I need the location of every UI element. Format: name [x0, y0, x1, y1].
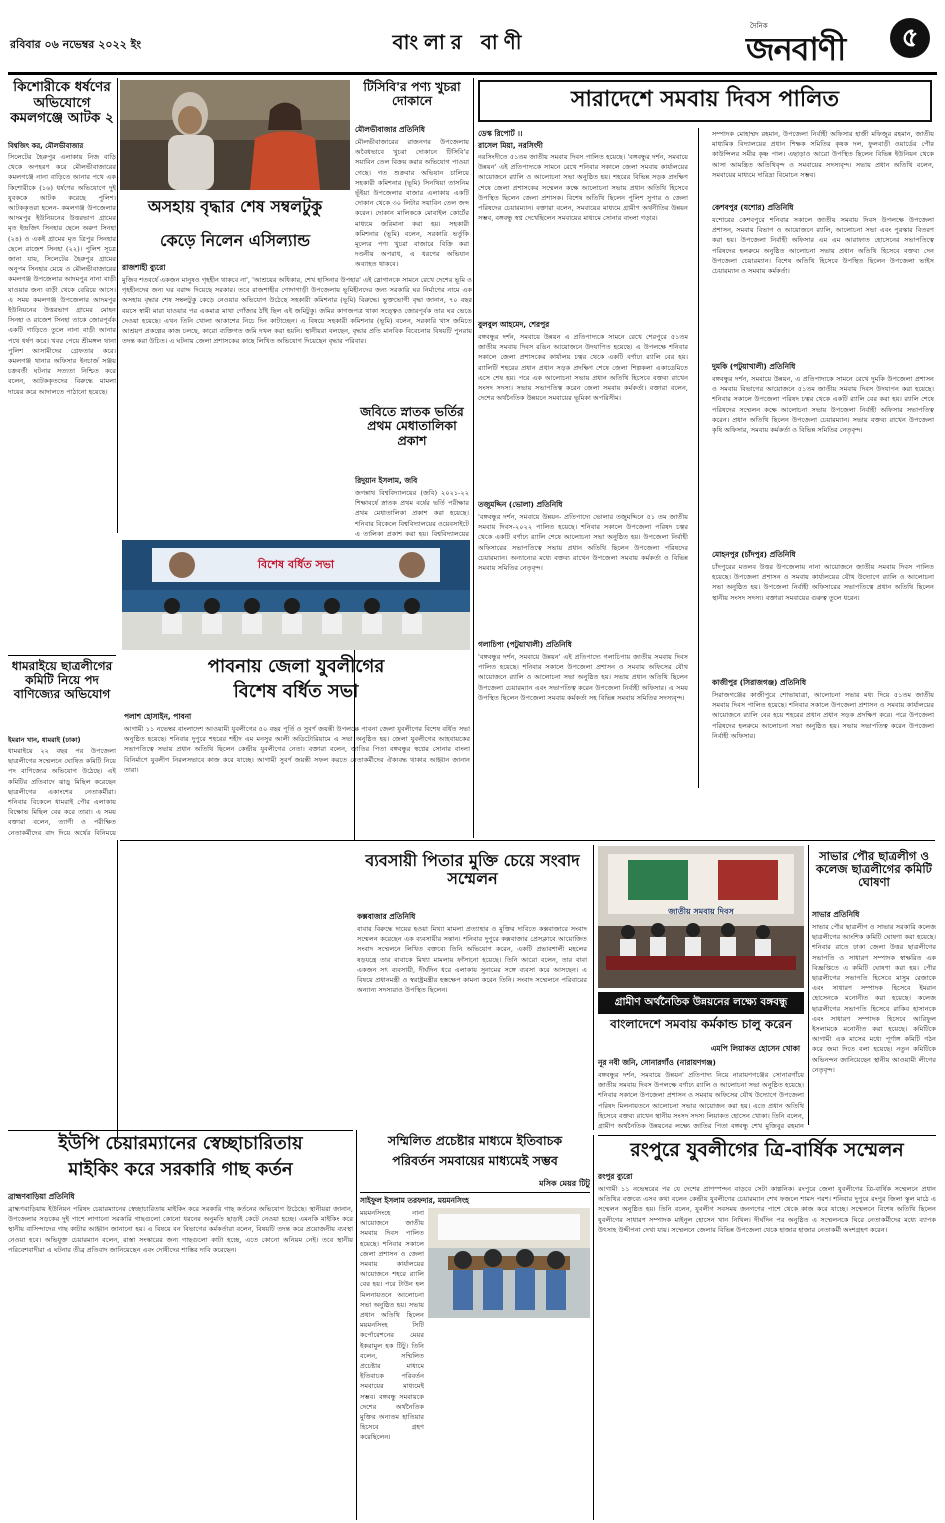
byabsayi-byline: কক্সবাজার প্রতিনিধি: [357, 912, 416, 921]
dumki-body: বঙ্গবন্ধুর দর্শন, সমবায়ে উন্নয়ন, এ প্রতিপাদ্যকে সামনে রেখে দুমকি উপজেলা প্রশাসন ও সমবায় বিভাগের আয়োজনে ৫১তম জাতীয় সমবায় দিবস উদযাপন করা হয়েছে। শনিবার সকালে উপজেলা পরিষদ চত্বর থেকে একটি র‍্যালি বের করা হয়। র‍্যালি শেষে পরিষদের সম্মেলন কক্ষে আলোচনা সভায় উপজেলা নির্বাহী অফিসার সভাপতিত্ব করেন। প্রধান অতিথি ছিলেন উপজেলা চেয়ারম্যান। সভায় বক্তব্য রাখেন উপজেলা কৃষি অফিসার, সমবায় কর্মকর্তা ও বিভিন্ন সমিতির নেতৃবৃন্দ।: [712, 375, 934, 435]
savar-body: সাভার পৌর ছাত্রলীগ ও সাভার সরকারি কলেজ ছাত্রলীগের আংশিক কমিটি ঘোষণা করা হয়েছে। শনিবার রাতে ঢাকা জেলা উত্তর ছাত্রলীগের সভাপতি ও সাধারণ সম্পাদক স্বাক্ষরিত এক বিজ্ঞপ্তিতে এ কমিটি ঘোষণা করা হয়। পৌর ছাত্রলীগের সভাপতি হিসেবে মাসুম রেজাকে এবং সাধারণ সম্পাদক হিসেবে ইমরান হোসেনকে মনোনীত করা হয়েছে। কলেজ ছাত্রলীগের সভাপতি হিসেবে রাকিব হাসানকে এবং সাধারণ সম্পাদক হিসেবে আরিফুল ইসলামকে মনোনীত করা হয়েছে। কমিটিকে আগামী এক মাসের মধ্যে পূর্ণাঙ্গ কমিটি গঠন করে জমা দিতে বলা হয়েছে। নতুন কমিটিকে অভিনন্দন জানিয়েছেন স্থানীয় আওয়ামী লীগের নেতৃবৃন্দ।: [812, 923, 936, 1074]
samabay-body-galachipa: 'বঙ্গবন্ধুর দর্শন, সমবায়ে উন্নয়ন' এই প্রতিপাদ্যে গলাচিপায় জাতীয় সমবায় দিবস পালিত হয়েছে। শনিবার সকালে উপজেলা প্রশাসন ও সমবায় অফিসের যৌথ আয়োজনে র‍্যালি ও আলোচনা সভা অনুষ্ঠিত হয়। সভায় প্রধান অতিথি ছিলেন উপজেলা চেয়ারম্যান এবং সভাপতিত্ব করেন উপজেলা নির্বাহী অফিসার। এ সময় উপস্থিত ছিলেন উপজেলা সমবায় কর্মকর্তা সহ বিভিন্ন সমবায় সমিতির সদস্যবৃন্দ।: [478, 653, 688, 702]
gramin-headline-box: [598, 992, 804, 1014]
masthead-rule: [8, 72, 937, 75]
samabay-body: নরসিংদীতে ৫১তম জাতীয় সমবায় দিবস পালিত হয়েছে। 'বঙ্গবন্ধুর দর্শন, সমবায়ে উন্নয়ন' এই প্রতিপাদ্যকে সামনে রেখে শনিবার সকালে জেলা সমবায় কার্যালয়ের আয়োজনে র‍্যালি ও আলোচনা সভা অনুষ্ঠিত হয়। শহরের বিভিন্ন সড়ক প্রদক্ষিণ শেষে জেলা প্রশাসকের সম্মেলন কক্ষে আলোচনা সভায় প্রধান অতিথি হিসেবে উপস্থিত ছিলেন জেলা প্রশাসক। বিশেষ অতিথি ছিলেন পুলিশ সুপার ও জেলা পরিষদের চেয়ারম্যান। বক্তারা বলেন, সমবায়ের মাধ্যমে গ্রামীণ অর্থনীতির উন্নয়ন সম্ভব, বঙ্গবন্ধু স্বপ্ন দেখেছিলেন সমবায়ের মাধ্যমে সোনার বাংলা গড়ার।: [478, 153, 688, 223]
samabay-headline-box: [478, 80, 932, 122]
masthead-date: রবিবার ০৬ নভেম্বর ২০২২ ইং: [10, 38, 142, 51]
samabay-headline: সারাদেশে সমবায় দিবস পালিত: [570, 87, 840, 112]
briddha-body: মুজিব শতবর্ষে একজন মানুষও গৃহহীন থাকবে না', 'আশ্রয়ের অধিকার, শেখ হাসিনার উপহার' এই স্লোগানকে সামনে রেখে দেশের ভূমি ও গৃহহীনদের জন্য ঘর বরাদ্দ দিয়েছে সরকার। তবে রাজশাহীর গোদাগাড়ী উপজেলায় ভূমিহীনদের জন্য সরকারি ঘর নির্মাণের নামে এক অসহায় বৃদ্ধার শেষ সম্বলটুকু কেড়ে নেওয়ার অভিযোগ উঠেছে সহকারী কমিশনার (ভূমি) বিরুদ্ধে। ভুক্তভোগী বৃদ্ধা জানান, ৭০ বছর বয়সে স্বামী মারা যাওয়ার পর একমাত্র মাথা গোঁজার ঠাঁই ছিল এই জমিটুকু। জমির কাগজপত্র থাকা সত্ত্বেও জোরপূর্বক তার ঘর ভেঙে দেওয়া হয়েছে। এখন তিনি খোলা আকাশের নিচে দিন কাটাচ্ছেন। এ বিষয়ে সহকারী কমিশনার (ভূমি) বলেন, সরকারি খাস জমিতে আশ্রয়ণ প্রকল্পের কাজ চলছে, কারো ব্যক্তিগত জমি দখল করা হয়নি। স্থানীয়রা বলছেন, বৃদ্ধার প্রতি মানবিক বিবেচনায় বিষয়টি পুনরায় তদন্ত করা উচিত। এ ঘটনায় জেলা প্রশাসকের কাছে লিখিত অভিযোগ দিয়েছেন বৃদ্ধার পরিবার।: [122, 276, 472, 346]
jobi-byline: রিদুয়ান ইসলাম, জবি: [355, 476, 418, 485]
kishori-byline: বিশ্বজিৎ কর, মৌলভীবাজার: [8, 142, 84, 150]
sommilito-sub: মসিক মেয়র টিটু: [539, 1179, 590, 1188]
sommilito-byline: সাইফুল ইসলাম তরফদার, ময়মনসিংহ: [360, 1196, 469, 1205]
samabay-byline-tajumuddin: তজুমদ্দিন (ভোলা) প্রতিনিধি: [478, 500, 563, 509]
samabay-byline-sherpur: বুলবুল আহমেদ, শেরপুর: [478, 320, 550, 329]
gramin-byline: নূর নবী জনি, সোনারগাঁও (নারায়ণগঞ্জ): [598, 1058, 716, 1067]
column-divider: [356, 1130, 357, 1520]
column-divider: [698, 128, 699, 788]
up-headline-2: মাইকিং করে সরকারি গাছ কর্তন: [68, 1159, 293, 1180]
kishori-headline: কিশোরীকে ধর্ষণের অভিযোগে কমলগঞ্জে আটক ২: [10, 79, 114, 127]
gramin-headline-1: গ্রামীণ অর্থনৈতিক উন্নয়নের লক্ষ্যে বঙ্গবন্ধু: [614, 996, 788, 1008]
samabay-byline-narsingdi: রাসেল মিয়া, নরসিংদী: [478, 141, 543, 150]
page-number: ৫: [901, 23, 919, 53]
up-byline: ব্রাহ্মণবাড়িয়া প্রতিনিধি: [8, 1192, 75, 1201]
briddha-headline-2: কেড়ে নিলেন এসিল্যান্ড: [159, 231, 310, 250]
gramin-headline-2: বাংলাদেশে সমবায় কর্মকান্ড চালু করেন: [610, 1017, 792, 1031]
sommilito-body: ময়মনসিংহে নানা আয়োজনে জাতীয় সমবায় দিবস পালিত হয়েছে। শনিবার সকালে জেলা প্রশাসন ও জেলা সমবায় কার্যালয়ের আয়োজনে শহরে র‍্যালি বের হয়। পরে টাউন হল মিলনায়তনে আলোচনা সভা অনুষ্ঠিত হয়। সভায় প্রধান অতিথি ছিলেন ময়মনসিংহ সিটি কর্পোরেশনের মেয়র ইকরামুল হক টিটু। তিনি বলেন, সম্মিলিত প্রচেষ্টার মাধ্যমে ইতিবাচক পরিবর্তন সমবায়ের মাধ্যমেই সম্ভব। বঙ্গবন্ধু সমবায়কে দেশের অর্থনৈতিক মুক্তির অন্যতম হাতিয়ার হিসেবে গ্রহণ করেছিলেন।: [360, 1209, 424, 1442]
samabay-body-tajumuddin: 'বঙ্গবন্ধুর দর্শন, সমবায়ে উন্নয়ন- প্রতিপাদ্যে ভোলার তজুমদ্দিনে ৫১ তম জাতীয় সমবায় দিবস-২০২২ পালিত হয়েছে। শনিবার সকালে উপজেলা পরিষদ চত্বর থেকে একটি বর্ণাঢ্য র‍্যালি শেষে আলোচনা সভা অনুষ্ঠিত হয়। উপজেলা নির্বাহী অফিসারের সভাপতিত্বে সভায় প্রধান অতিথি ছিলেন উপজেলা পরিষদের চেয়ারম্যান। অন্যান্যের মধ্যে বক্তব্য রাখেন উপজেলা সমবায় কর্মকর্তা ও বিভিন্ন সমবায় সমিতির নেতৃবৃন্দ।: [478, 513, 688, 573]
tcb-body: মৌলভীবাজারের রাজনগর উপজেলায় অবৈধভাবে খুচরা দোকানে টিসিবি'র সয়াবিন তেল বিক্রয় করার অভিযোগ পাওয়া গেছে। গত শুক্রবার অভিযান চালিয়ে সহকারী কমিশনার (ভূমি) সিনথিয়া তাসনিম ভূঁইয়া উপজেলার বাজার এলাকায় একটি দোকান থেকে ৩০ লিটার সয়াবিন তেল জব্দ করেন। দোকান মালিককে মোবাইল কোর্টের মাধ্যমে জরিমানা করা হয়। সহকারী কমিশনার (ভূমি) বলেন, সরকারি ভর্তুকি মূল্যের পণ্য খুচরা বাজারে বিক্রি করা দণ্ডনীয় অপরাধ, এ ধরণের অভিযান অব্যাহত থাকবে।: [355, 138, 469, 269]
rangpur-headline: রংপুরে যুবলীগের ত্রি-বার্ষিক সম্মেলন: [630, 1139, 904, 1161]
masthead: [0, 0, 945, 72]
gramin-sub: এমপি লিয়াকত হোসেন খোকা: [710, 1044, 800, 1053]
briddha-byline: রাজশাহী ব্যুরো: [122, 263, 166, 272]
kishori-body: সিলেটের হৈরুপুর এলাকায় নিজ বাড়ি থেকে অপহরণ করে মৌলভীবাজারের কমলগঞ্জে নানা বাড়িতে আনার পথে এক কিশোরীকে (১৬) ধর্ষণের অভিযোগে দুই যুবককে আটক করেছে পুলিশ। আটককৃতরা হলেন- কমলগঞ্জ উপজেলার আদমপুর ইউনিয়নের উত্তরভাগ গ্রামের মৃত ইন্দ্রজিৎ সিনহার ছেলে অরুণ সিনহা (২৪) ও একই গ্রামের মৃত ত্রিপুর সিনহার ছেলে রাজেশ সিনহা (২২)। পুলিশ সূত্রে জানা যায়, সিলেটের হৈরুপুর গ্রামের অনুপম সিনহার মেয়ে ও মৌলভীবাজারের কমলগঞ্জ উপজেলার আদমপুর নানা বাড়ী যাওয়ার জন্য বাড়ী থেকে বেরিয়ে আসে। এ সময় কমলগঞ্জ উপজেলার আদমপুর ইউনিয়নের উত্তরভাগ গ্রামের মোহন সিনহা ও রাজেশ সিনহা তাকে জোরপূর্বক একটি গাড়িতে তুলে নানা বাড়ী আনার পথে ধর্ষণ করে। খবর পেয়ে শ্রীমঙ্গল থানা পুলিশ আসামীদের গ্রেফতার করে। কমলগঞ্জ থানার অফিসার ইনচার্জ সঞ্জয় চক্রবর্তী ঘটনার সত্যতা নিশ্চিত করে বলেন, আটককৃতদের বিরুদ্ধে মামলা দায়ের করে আদালতে পাঠানো হয়েছে।: [8, 153, 116, 396]
column-divider: [593, 845, 594, 1130]
pabna-body: আগামী ১১ নভেম্বর বাংলাদেশ আওয়ামী যুবলীগের ৫০ বছর পূর্তি ও সুবর্ণ জয়ন্তী উপলক্ষে পাবনা জেলা যুবলীগের বিশেষ বর্ধিত সভা অনুষ্ঠিত হয়েছে। শনিবার দুপুরে শহরের শহীদ এম মনসুর আলী অডিটোরিয়ামে এ সভা অনুষ্ঠিত হয়। জেলা যুবলীগের আহবায়কের সভাপতিত্বে সভায় প্রধান অতিথি ছিলেন কেন্দ্রীয় যুবলীগের নেতা। বক্তারা বলেন, জাতির পিতা বঙ্গবন্ধুর স্বপ্নের সোনার বাংলা বিনির্মাণে যুবলীগ নিরলসভাবে কাজ করে যাচ্ছে। আগামী সুবর্ণ জয়ন্তী সফল করতে নেতাকর্মীদের ঐক্যবদ্ধ থাকার আহ্বান জানান তারা।: [124, 725, 470, 774]
column-divider: [473, 78, 474, 838]
section-rule: [360, 1192, 590, 1193]
yubaleague-meeting-photo: [122, 540, 470, 650]
tcb-headline: টিসিবি'র পণ্য খুচরা দোকানে: [363, 79, 461, 109]
kazipur-body: সিরাজগঞ্জের কাজীপুরে শোভাযাত্রা, আলোচনা সভার মধ্য দিয়ে ৫১তম জাতীয় সমবায় দিবস পালিত হয়েছে। শনিবার সকালে উপজেলা প্রশাসন ও সমবায় কার্যালয়ের আয়োজনে র‍্যালি বের হয়ে শহরের প্রধান প্রধান সড়ক প্রদক্ষিণ করে। পরে উপজেলা পরিষদের হলরুমে আলোচনা সভা অনুষ্ঠিত হয়। সভায় সভাপতিত্ব করেন উপজেলা নির্বাহী অফিসার।: [712, 691, 934, 740]
jobi-body: জগন্নাথ বিশ্ববিদ্যালয়ের (জবি) ২০২১-২২ শিক্ষাবর্ষে স্নাতক প্রথম বর্ষের ভর্তি পরীক্ষার প্রথম মেধাতালিকা প্রকাশ করা হয়েছে। শনিবার বিকেলে বিশ্ববিদ্যালয়ের ওয়েবসাইটে এ তালিকা প্রকাশ করা হয়। বিশ্ববিদ্যালয়ের: [355, 489, 469, 538]
yubaleague-banner-text: বিশেষ বর্ধিত সভা: [257, 558, 335, 571]
section-rule: [120, 840, 935, 841]
column-divider: [593, 1135, 594, 1520]
masthead-paper-small: দৈনিক: [750, 22, 768, 30]
savar-byline: সাভার প্রতিনিধি: [812, 910, 860, 919]
dhamrai-byline: ইমরান খান, ধামরাই (ঢাকা): [8, 736, 81, 744]
column-divider: [808, 845, 809, 1125]
mohanpur-body: চাঁদপুরের মতলব উত্তর উপজেলায় নানা আয়োজনে জাতীয় সমবায় দিবস পালিত হয়েছে। উপজেলা প্রশাসন ও সমবায় কার্যালয়ের যৌথ উদ্যোগে র‍্যালি ও আলোচনা সভা অনুষ্ঠিত হয়। উপজেলা নির্বাহী অফিসারের সভাপতিত্বে প্রধান অতিথি ছিলেন স্থানীয় সংসদ সদস্য। বক্তারা সমবায়ের গুরুত্ব তুলে ধরেন।: [712, 563, 934, 602]
pabna-headline-1: পাবনায় জেলা যুবলীগের: [207, 656, 385, 677]
gramin-body: বঙ্গবন্ধুর দর্শন, সমবায়ে উন্নয়ন' প্রতিপাদ্য নিয়ে নারায়ণগঞ্জের সোনারগাঁয়ে জাতীয় সমবায় দিবস উপলক্ষে বর্ণাঢ্য র‍্যালি ও আলোচনা সভা অনুষ্ঠিত হয়েছে। শনিবার সকালে উপজেলা প্রশাসন ও সমবায় অফিসের যৌথ উদ্যোগে উপজেলা পরিষদ মিলনায়তনে আলোচনা সভার আয়োজন করা হয়। এতে প্রধান অতিথি হিসেবে বক্তব্য রাখেন স্থানীয় সংসদ সদস্য লিয়াকত হোসেন খোকা। তিনি বলেন, গ্রামীণ অর্থনৈতিক উন্নয়নের লক্ষ্যে জাতির পিতা বঙ্গবন্ধু শেখ মুজিবুর রহমান: [598, 1071, 804, 1130]
pabna-byline: পলাশ হোসাইন, পাবনা: [124, 712, 192, 721]
briddha-headline-1: অসহায় বৃদ্ধার শেষ সম্বলটুকু: [147, 197, 323, 216]
keshabpur-body: যশোরের কেশবপুরে শনিবার সকালে জাতীয় সমবায় দিবস উপলক্ষে উপজেলা প্রশাসন, সমবায় বিভাগ ও আয়োজনে র‍্যালি, আলোচনা সভা এবং পুরস্কার বিতরণ করা হয়। উপজেলা নির্বাহী অফিসার এম এম আরাফাত হোসেনের সভাপতিত্বে পরিষদের হলরুমে অনুষ্ঠিত আলোচনা সভায় প্রধান অতিথি হিসেবে বক্তব্য দেন উপজেলা চেয়ারম্যান। বিশেষ অতিথি হিসেবে উপস্থিত ছিলেন উপজেলা ভাইস চেয়ারম্যান ও সমবায় কর্মকর্তা।: [712, 216, 934, 276]
mayor-speech-photo: [428, 1208, 590, 1318]
page-number-badge: [890, 18, 930, 58]
tcb-byline: মৌলভীবাজার প্রতিনিধি: [355, 125, 425, 134]
section-rule: [8, 1130, 353, 1131]
column-divider: [117, 840, 118, 1140]
samabay-stage-photo: [598, 846, 804, 988]
samabay-byline-desk: ডেস্ক রিপোর্ট ।।: [478, 129, 523, 138]
samabay-right-body: সম্পাদক মোহাম্মদ রহমান, উপজেলা নির্বাহী অফিসার হাজী মফিজুর রহমান, জাতীয় মাধ্যমিক বিদ্যালয়ের প্রধান শিক্ষক সমিতির কৃষক দল, ফুলবাড়ী ওয়ার্ডের পৌর কাউন্সিলর সমীর কৃষ্ণ পাল। এছাড়াও আরো উপস্থিত ছিলেন বিভিন্ন ইউনিয়ন থেকে আসা আমন্ত্রিত অতিথিবৃন্দ ও সমবায়ের সদস্যবৃন্দ। সভায় প্রধান অতিথি বলেন, সমবায়ের মাধ্যমে দারিদ্র্য বিমোচন সম্ভব।: [712, 130, 934, 179]
samabay-stage-banner-text: জাতীয় সমবায় দিবস: [668, 907, 734, 916]
dumki-byline: দুমকি (পটুয়াখালী) প্রতিনিধি: [712, 362, 796, 371]
column-divider: [117, 78, 118, 533]
savar-headline: সাভার পৌর ছাত্রলীগ ও কলেজ ছাত্রলীগের কমিটি ঘোষণা: [816, 849, 932, 890]
jobi-headline: জবিতে স্নাতক ভর্তির প্রথম মেধাতালিকা প্রকাশ: [360, 404, 464, 448]
section-rule: [598, 1135, 936, 1136]
kazipur-byline: কাজীপুর (সিরাজগঞ্জ) প্রতিনিধি: [712, 678, 806, 687]
pabna-headline-2: বিশেষ বর্ধিত সভা: [233, 681, 359, 702]
keshabpur-byline: কেশবপুর (যশোর) প্রতিনিধি: [712, 203, 794, 212]
byabsayi-body: বাবার বিরুদ্ধে দায়ের হওয়া মিথ্যা মামলা প্রত্যাহার ও মুক্তির দাবিতে কক্সবাজারে সংবাদ সম্মেলন করেছেন এক ব্যবসায়ীর সন্তান। শনিবার দুপুরে কক্সবাজার প্রেসক্লাবে আয়োজিত সংবাদ সম্মেলনে লিখিত বক্তব্যে তিনি অভিযোগ করেন, একটি প্রভাবশালী মহলের ষড়যন্ত্রে তার বাবাকে মিথ্যা মামলায় ফাঁসানো হয়েছে। তিনি আরো বলেন, তার বাবা একজন সৎ ব্যবসায়ী, দীর্ঘদিন ধরে এলাকায় সুনামের সঙ্গে ব্যবসা করে আসছেন। এ বিষয়ে প্রধানমন্ত্রী ও স্বরাষ্ট্রমন্ত্রীর হস্তক্ষেপ কামনা করেন তিনি। সংবাদ সম্মেলনে পরিবারের অন্যান্য সদস্যরাও উপস্থিত ছিলেন।: [357, 925, 587, 995]
sommilito-headline-1: সম্মিলিত প্রচেষ্টার মাধ্যমে ইতিবাচক: [387, 1133, 563, 1148]
elderly-women-photo: [120, 80, 350, 190]
section-rule: [8, 655, 116, 656]
masthead-section: বাংলার বাণী: [392, 30, 528, 54]
samabay-body-sherpur: বঙ্গবন্ধুর দর্শন, সমবায়ে উন্নয়ন এ প্রতিপাদ্যকে সামনে রেখে শেরপুরে ৫১তম জাতীয় সমবায় দিবস রঙিন আয়োজনে উদযাপিত হয়েছে। এ উপলক্ষে শনিবার সকালে জেলা প্রশাসকের কার্যালয় চত্বর থেকে একটি বর্ণাঢ্য র‍্যালি বের হয়। র‍্যালিটি শহরের প্রধান প্রধান সড়ক প্রদক্ষিণ শেষে জেলা শিল্পকলা একাডেমিতে এসে শেষ হয়। পরে এক আলোচনা সভায় প্রধান অতিথি হিসেবে বক্তব্য রাখেন সংসদ সদস্য। সভায় সভাপতিত্ব করেন জেলা সমবায় কর্মকর্তা। বক্তারা বলেন, দেশের অর্থনৈতিক উন্নয়নে সমবায়ের ভূমিকা অপরিসীম।: [478, 333, 688, 403]
samabay-byline-galachipa: গলাচিপা (পটুয়াখালী) প্রতিনিধি: [478, 640, 572, 649]
mohanpur-byline: মোহনপুর (চাঁদপুর) প্রতিনিধি: [712, 550, 796, 559]
rangpur-body: আগামী ১১ নভেম্বরের পর যে দেশের প্রাণস্পন্দন বাড়বে সেটা কাল্পনিক। রংপুরে জেলা যুবলীগের ত্রি-বার্ষিক সম্মেলনে প্রধান অতিথির বক্তব্যে এসব কথা বলেন কেন্দ্রীয় যুবলীগের চেয়ারম্যান শেখ ফজলে শামস পরশ। শনিবার দুপুরে রংপুর জিলা স্কুল মাঠে এ সম্মেলন অনুষ্ঠিত হয়। তিনি বলেন, যুবলীগ সবসময় জনগণের পাশে থেকে কাজ করে যাচ্ছে। সম্মেলনে বিশেষ অতিথি ছিলেন যুবলীগের সাধারণ সম্পাদক মাইনুল হোসেন খান নিখিল। দীর্ঘদিন পর অনুষ্ঠিত এ সম্মেলনকে ঘিরে নেতাকর্মীদের মধ্যে ব্যাপক উৎসাহ উদ্দীপনা দেখা যায়। সম্মেলনে জেলার বিভিন্ন উপজেলা থেকে হাজার হাজার নেতাকর্মী অংশগ্রহণ করেন।: [598, 1185, 936, 1234]
masthead-paper-name: জনবাণী: [746, 30, 846, 68]
rangpur-byline: রংপুর ব্যুরো: [598, 1172, 633, 1181]
dhamrai-body: ধামরাইয়ে ২২ বছর পর উপজেলা ছাত্রলীগের সম্মেলনে ঘোষিত কমিটি নিয়ে পদ বাণিজ্যের অভিযোগ উঠেছে। এই কমিটির প্রতিবাদে ঝাড়ু মিছিল করেছেন ছাত্রলীগের একাংশের নেতাকর্মীরা। শনিবার বিকেলে ধামরাই পৌর এলাকায় বিক্ষোভ মিছিল বের করে তারা। এ সময় বক্তারা বলেন, ত্যাগী ও পরীক্ষিত নেতাকর্মীদের বাদ দিয়ে অর্থের বিনিময়ে: [8, 747, 116, 836]
dhamrai-headline: ধামরাইয়ে ছাত্রলীগের কমিটি নিয়ে পদ বাণিজ্যের অভিযোগ: [11, 659, 113, 701]
masthead-logo: [740, 14, 935, 68]
up-headline-1: ইউপি চেয়ারম্যানের স্বেচ্ছাচারিতায়: [58, 1133, 303, 1154]
up-body: ব্রাহ্মণবাড়িয়ায় ইউনিয়ন পরিষদ চেয়ারম্যানের স্বেচ্ছাচারিতায় মাইকিং করে সরকারি গাছ কর্তনের অভিযোগ উঠেছে। স্থানীয়রা জানান, উপজেলার সড়কের দুই পাশে লাগানো সরকারি গাছগুলো কোনো ধরনের অনুমতি ছাড়াই কেটে নেওয়া হচ্ছে। এমনকি মাইকিং করে স্থানীয় বাসিন্দাদের গাছ কাটার আহ্বান জানানো হয়। এ বিষয়ে বন বিভাগের কর্মকর্তারা বলেন, বিষয়টি তদন্ত করে প্রয়োজনীয় ব্যবস্থা নেওয়া হবে। অভিযুক্ত চেয়ারম্যান বলেন, রাস্তা সংস্কারের জন্য গাছগুলো কাটা হচ্ছে, এতে কোনো অনিয়ম নেই। তবে স্থানীয় পরিবেশবাদীরা এ ঘটনার তীব্র প্রতিবাদ জানিয়েছেন এবং দোষীদের শাস্তির দাবি করেছেন।: [8, 1205, 353, 1254]
byabsayi-headline: ব্যবসায়ী পিতার মুক্তি চেয়ে সংবাদ সম্মেলন: [365, 851, 580, 889]
sommilito-headline-2: পরিবর্তন সমবায়ের মাধ্যমেই সম্ভব: [392, 1153, 558, 1168]
